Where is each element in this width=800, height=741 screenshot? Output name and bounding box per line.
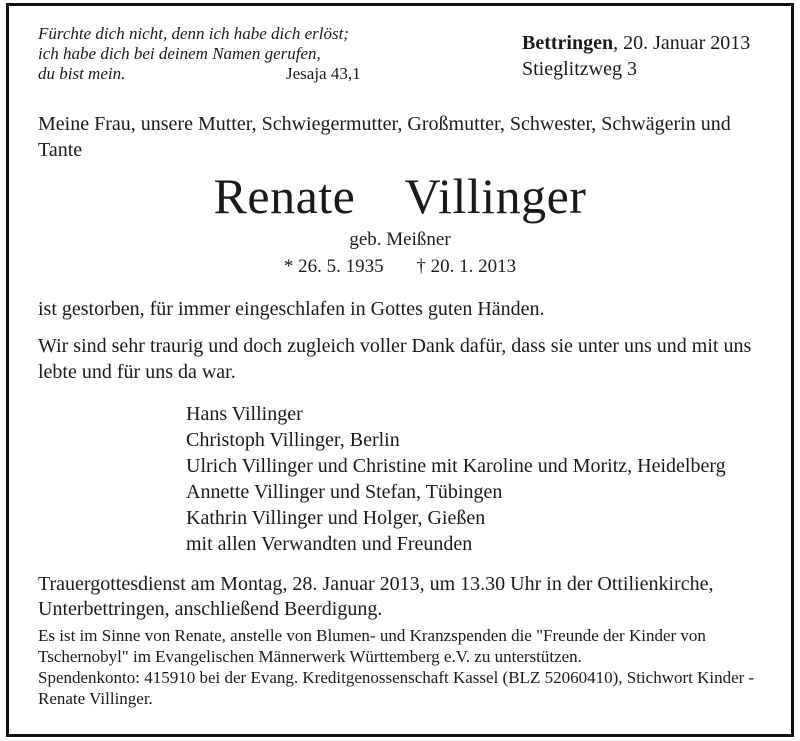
funeral-service-text: Trauergottesdienst am Montag, 28. Januar 2013, um 13.30 Uhr in der Ottilienkirche, Unterbettringen, anschließend Beerdigung. [38, 573, 714, 620]
verse-reference: Jesaja 43,1 [286, 64, 361, 83]
mourner-item: Christoph Villinger, Berlin [186, 429, 400, 451]
street-address: Stieglitzweg 3 [522, 58, 637, 80]
date: , 20. Januar 2013 [613, 32, 751, 54]
mourner-item: Kathrin Villinger und Holger, Gießen [186, 507, 486, 529]
intro-text: Meine Frau, unsere Mutter, Schwiegermutter, Großmutter, Schwester, Schwägerin und Tante [38, 113, 731, 161]
thanks-paragraph: Wir sind sehr traurig und doch zugleich voller Dank dafür, dass sie unter uns und mit uns lebte und für uns da war. [38, 335, 752, 383]
birth-date: * 26. 5. 1935 [283, 256, 384, 277]
death-paragraph: ist gestorben, für immer eingeschlafen in Gottes guten Händen. [38, 298, 545, 320]
mourner-item: Hans Villinger [186, 403, 303, 425]
verse-line-1: Fürchte dich nicht, denn ich habe dich erlöst; [38, 24, 349, 43]
mourners-list [186, 401, 726, 557]
donation-block [38, 625, 778, 709]
mourner-item: mit allen Verwandten und Freunden [186, 533, 473, 555]
mourner-item: Ulrich Villinger und Christine mit Karoline und Moritz, Heidelberg [186, 455, 726, 477]
death-date: † 20. 1. 2013 [416, 256, 517, 277]
deceased-name-text: Renate Villinger [213, 168, 587, 224]
mourner-item: Annette Villinger und Stefan, Tübingen [186, 481, 503, 503]
maiden-name: geb. Meißner [349, 229, 451, 250]
verse-line-2: ich habe dich bei deinem Namen gerufen, [38, 44, 321, 63]
donation-note: Es ist im Sinne von Renate, anstelle von Blumen- und Kranzspenden die "Freunde der Kinder von Tschernobyl" im Evangelischen Männerwerk Württemberg e.V. zu unterstützen. [38, 626, 706, 666]
deceased-name [0, 166, 800, 226]
life-dates [0, 255, 800, 279]
bible-verse [38, 24, 398, 84]
bank-info: Spendenkonto: 415910 bei der Evang. Kreditgenossenschaft Kassel (BLZ 52060410), Stichwort Kinder - Renate Villinger. [38, 668, 755, 708]
verse-line-3: du bist mein. [38, 64, 126, 83]
city: Bettringen [522, 32, 614, 54]
place-date-block [522, 30, 750, 82]
